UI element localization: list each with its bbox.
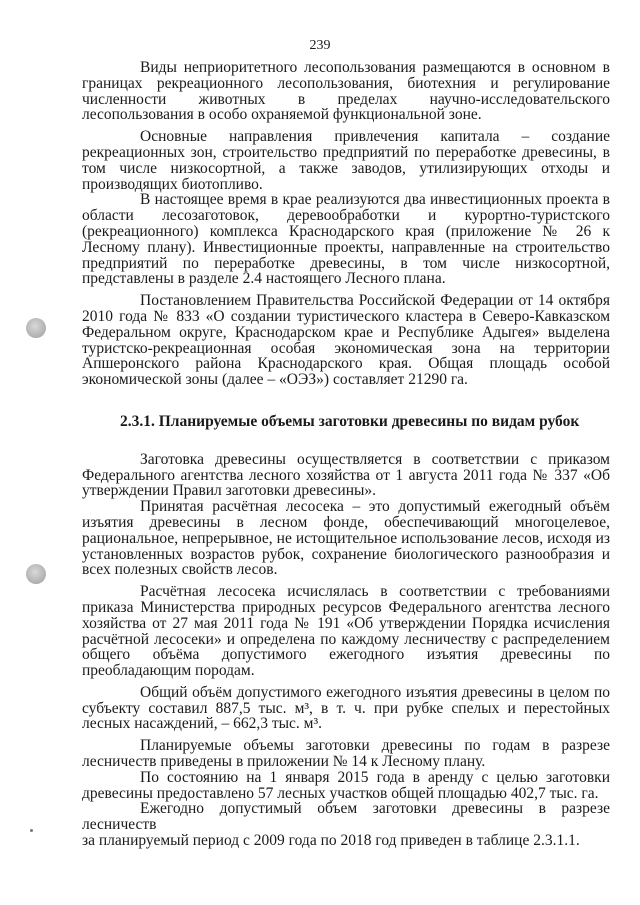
paragraph: Основные направления привлечения капитала – создание рекреационных зон, строительство предприятий по переработке древесины, в том числе низкосортной, а также заводов, утилизирующих отходы и производящих биотопливо.: [82, 128, 610, 193]
paragraph: Расчётная лесосека исчислялась в соответствии с требованиями приказа Министерства природных ресурсов Федерального агентства лесного хозяйства от 27 мая 2011 года № 191 «Об утверждении Порядка исчисления расчётной лесосеки» и определена по каждому лесничеству с распределением общего объёма допустимого ежегодного изъятия древесины по преобладающим породам.: [82, 583, 610, 680]
paragraph: Принятая расчётная лесосека – это допустимый ежегодный объём изъятия древесины в лесном фонде, обеспечивающий многоцелевое, рациональное, непрерывное, не истощительное использование лесов, исходя из установленных возрастов рубок, сохранение биологического разнообразия и всех полезных свойств лесов.: [82, 498, 610, 579]
body-text: [82, 60, 610, 849]
paragraph: Постановлением Правительства Российской Федерации от 14 октября 2010 года № 833 «О создании туристического кластера в Северо-Кавказском Федеральном округе, Краснодарском крае и Республике Адыгея» выделена туристско-рекреационная особая экономическая зона на территории Апшеронского района Краснодарского края. Общая площадь особой экономической зоны (далее – «ОЭЗ») составляет 21290 га.: [82, 292, 610, 389]
paragraph: Виды неприоритетного лесопользования размещаются в основном в границах рекреационного лесопользования, биотехния и регулирование численности животных в пределах научно-исследовательского лесопользования в особо охраняемой функциональной зоне.: [82, 59, 610, 124]
scan-speck: [30, 829, 33, 832]
paragraph: Планируемые объемы заготовки древесины по годам в разрезе лесничеств приведены в приложении № 14 к Лесному плану.: [82, 737, 610, 771]
punch-hole-top: [26, 318, 46, 338]
punch-hole-bottom: [26, 564, 46, 584]
page-number: 239: [309, 38, 331, 53]
paragraph: Заготовка древесины осуществляется в соответствии с приказом Федерального агентства лесного хозяйства от 1 августа 2011 года № 337 «Об утверждении Правил заготовки древесины».: [82, 450, 610, 500]
paragraph: Общий объём допустимого ежегодного изъятия древесины в целом по субъекту составил 887,5 тыс. м³, в т. ч. при рубке спелых и перестойных лесных насаждений, – 662,3 тыс. м³.: [82, 683, 610, 733]
paragraph: По состоянию на 1 января 2015 года в аренду с целью заготовки древесины предоставлено 57 лесных участков общей площадью 402,7 тыс. га.: [82, 768, 610, 802]
section-heading: 2.3.1. Планируемые объемы заготовки древесины по видам рубок: [120, 412, 580, 430]
paragraph: Ежегодно допустимый объем заготовки древесины в разрезе лесничеств: [82, 800, 610, 834]
paragraph: В настоящее время в крае реализуются два инвестиционных проекта в области лесозаготовок, деревообработки и курортно-туристского (рекреационного) комплекса Краснодарского края (приложение № 26 к Лесному плану). Инвестиционные проекты, направленные на строительство предприятий по переработке древесины, в том числе низкосортной, представлены в разделе 2.4 настоящего Лесного плана.: [82, 191, 610, 288]
paragraph-continuation: за планируемый период с 2009 года по 2018 год приведен в таблице 2.3.1.1.: [82, 832, 580, 850]
